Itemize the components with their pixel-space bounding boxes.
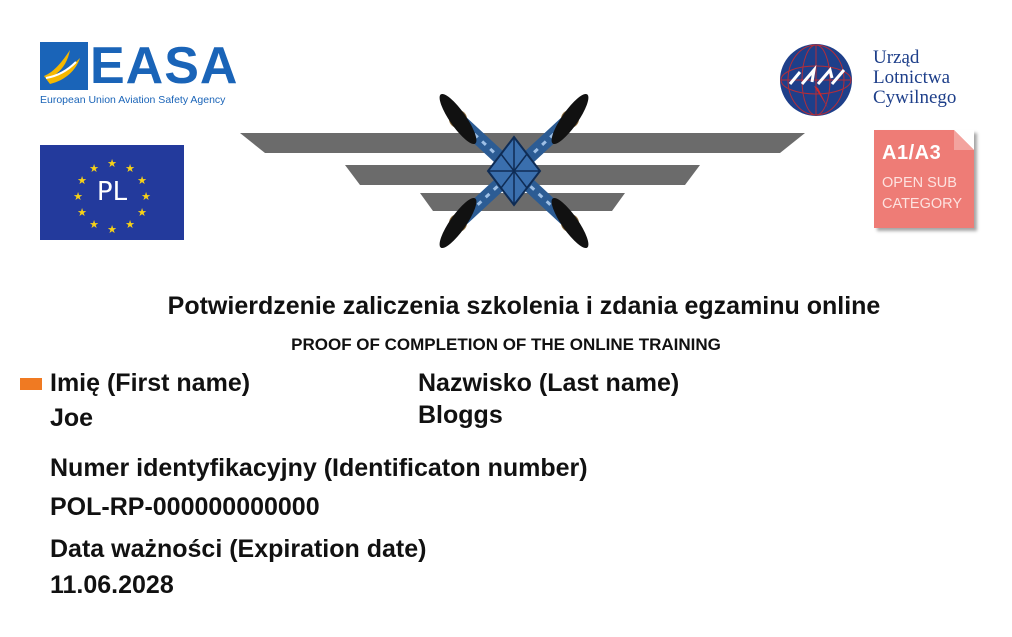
id-number-value: POL-RP-000000000000 [50, 493, 320, 521]
marker-bar [20, 378, 42, 390]
svg-text:★: ★ [107, 223, 117, 236]
id-number-label: Numer identyfikacyjny (Identificaton number) [50, 454, 588, 482]
svg-text:★: ★ [125, 218, 135, 231]
eu-flag [40, 145, 184, 240]
easa-bird-icon [40, 42, 88, 90]
country-code: PL [96, 177, 128, 207]
svg-text:★: ★ [107, 157, 117, 170]
expiration-date-value: 11.06.2028 [50, 571, 174, 599]
ulc-name [873, 48, 956, 108]
svg-text:★: ★ [89, 162, 99, 175]
category-title: A1/A3 [882, 142, 942, 164]
svg-text:★: ★ [77, 206, 87, 219]
easa-wordmark: EASA [90, 37, 239, 95]
last-name-label: Nazwisko (Last name) [418, 369, 680, 397]
svg-text:★: ★ [137, 206, 147, 219]
title-english: PROOF OF COMPLETION OF THE ONLINE TRAINING [291, 335, 721, 354]
badge-corner-fold-icon [954, 130, 974, 150]
category-line: OPEN SUB [882, 175, 957, 191]
svg-text:★: ★ [137, 174, 147, 187]
svg-text:★: ★ [125, 162, 135, 175]
ulc-name-line: Cywilnego [873, 87, 957, 108]
svg-text:★: ★ [89, 218, 99, 231]
category-badge [874, 130, 974, 228]
last-name-value: Bloggs [418, 401, 503, 429]
easa-subtitle: European Union Aviation Safety Agency [40, 94, 226, 106]
easa-logo [40, 37, 240, 112]
svg-text:★: ★ [73, 190, 83, 203]
title-polish: Potwierdzenie zaliczenia szkolenia i zdania egzaminu online [167, 292, 881, 320]
expiration-date-label: Data ważności (Expiration date) [50, 535, 427, 563]
drone-icon [240, 75, 810, 270]
first-name-label: Imię (First name) [50, 369, 251, 397]
ulc-name-line: Lotnictwa [873, 67, 951, 88]
svg-text:★: ★ [141, 190, 151, 203]
ulc-name-line: Urząd [873, 47, 920, 68]
svg-text:★: ★ [77, 174, 87, 187]
first-name-value: Joe [50, 404, 94, 432]
drone-wings-emblem [240, 75, 810, 270]
category-line: CATEGORY [882, 196, 963, 212]
